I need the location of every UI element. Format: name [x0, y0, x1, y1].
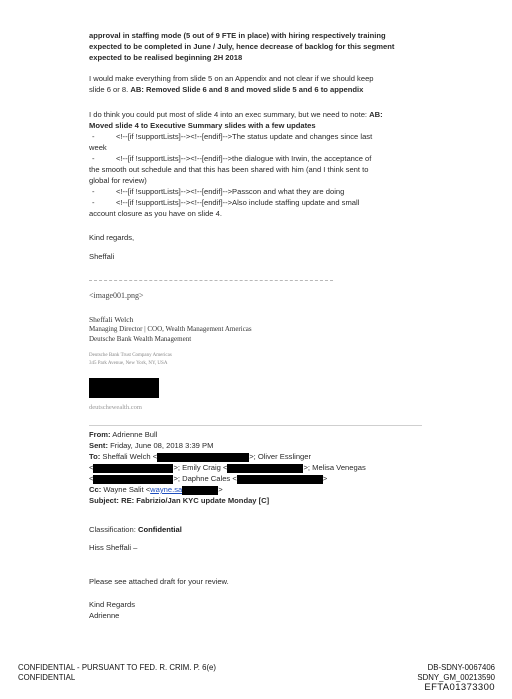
footer-bates-2: SDNY_GM_00213590 [417, 673, 495, 682]
bullet-continuation: account closure as you have on slide 4. [89, 209, 222, 218]
text-line [89, 84, 424, 95]
text-line: I would make everything from slide 5 on an Appendix and not clear if we should keep [89, 74, 374, 83]
to-text: < [89, 474, 94, 483]
signature-divider [89, 280, 333, 281]
classification-line [89, 525, 182, 534]
ab-comment: AB: Removed Slide 6 and 8 and moved slide 5 and 6 to appendix [130, 85, 364, 94]
to-text: Sheffali Welch < [102, 452, 158, 461]
bullet-text: <!--[if !supportLists]--><!--[endif]-->The status update and changes since last [116, 132, 373, 141]
bullet-item [89, 186, 434, 197]
subject-value: RE: Fabrizio/Jan KYC update Monday [C] [121, 496, 270, 505]
redacted-email [182, 486, 218, 495]
closing-regards-2: Kind Regards [89, 600, 136, 609]
redacted-email [227, 464, 303, 473]
text-span: slide 6 or 8. [89, 85, 129, 94]
footer-left-line1: CONFIDENTIAL - PURSUANT TO FED. R. CRIM. P. 6(e) [18, 663, 216, 672]
subject-row [89, 495, 429, 506]
cc-label: Cc: [89, 485, 102, 494]
cc-text: > [218, 485, 223, 494]
greeting: Hiss Sheffali – [89, 543, 138, 552]
to-text: > [322, 474, 328, 483]
bullet-dash: - [92, 198, 95, 207]
to-row-2 [89, 462, 429, 473]
bullet-dash: - [92, 132, 95, 141]
to-text: >; Daphne Cales < [173, 474, 237, 483]
text-line: expected to be completed in June / July, hence decrease of backlog for this segment [89, 42, 395, 51]
email-header [89, 429, 429, 506]
from-label: From: [89, 430, 111, 439]
bullet-continuation: the smooth out schedule and that this has been shared with him (and I think sent to [89, 165, 369, 174]
cc-row [89, 484, 429, 495]
signature-name: Sheffali Welch [89, 315, 134, 324]
closing-name-2: Adrienne [89, 611, 120, 620]
to-text: >; Oliver Esslinger [249, 452, 312, 461]
to-text: < [89, 463, 94, 472]
redacted-email [237, 475, 323, 484]
sent-label: Sent: [89, 441, 108, 450]
from-value: Adrienne Bull [112, 430, 158, 439]
bullet-text: <!--[if !supportLists]--><!--[endif]-->Also include staffing update and small [116, 198, 360, 207]
text-line: expected to be realised beginning 2H 2018 [89, 53, 243, 62]
bullet-dash: - [92, 187, 95, 196]
text-line: approval in staffing mode (5 out of 9 FTE in place) with hiring respectively training [89, 31, 386, 40]
closing-regards: Kind regards, [89, 233, 135, 242]
to-row-3 [89, 473, 429, 484]
signature-image-placeholder: <image001.png> [89, 291, 144, 300]
bullet-text: <!--[if !supportLists]--><!--[endif]-->Passcon and what they are doing [116, 187, 345, 196]
footer-efta: EFTA01373300 [424, 682, 495, 693]
signature-entity: Deutsche Bank Trust Company Americas [89, 353, 172, 358]
signature-company: Deutsche Bank Wealth Management [89, 335, 192, 343]
cc-email-link[interactable]: wayne.sa [150, 485, 183, 494]
text-span: I do think you could put most of slide 4 into an exec summary, but we need to note: [89, 110, 368, 119]
classification-label: Classification: [89, 525, 136, 534]
closing-name: Sheffali [89, 252, 115, 261]
text-line [89, 109, 434, 120]
bullet-continuation: global for review) [89, 176, 147, 185]
cc-value: Wayne Salit < [103, 485, 151, 494]
subject-label: Subject: [89, 496, 119, 505]
redacted-email [93, 464, 173, 473]
classification-value: Confidential [137, 525, 182, 534]
from-row [89, 429, 429, 440]
bullet-item [89, 153, 434, 164]
footer-bates-1: DB-SDNY-0067406 [427, 663, 495, 672]
signature-website: deutschewealth.com [89, 404, 142, 411]
footer-left-line2: CONFIDENTIAL [18, 673, 76, 682]
paragraph-appendix [89, 73, 424, 95]
to-text: >; Emily Craig < [173, 463, 228, 472]
sent-value: Friday, June 08, 2018 3:39 PM [110, 441, 214, 450]
redacted-email [157, 453, 249, 462]
email-header-divider [89, 425, 422, 426]
signature-address: 345 Park Avenue, New York, NY, USA [89, 361, 168, 366]
to-text: >; Melisa Venegas [303, 463, 366, 472]
to-label: To: [89, 452, 101, 461]
redacted-email [93, 475, 173, 484]
body-line: Please see attached draft for your review. [89, 577, 229, 586]
redacted-phone [89, 378, 159, 398]
bullet-continuation: week [89, 143, 107, 152]
ab-comment: Moved slide 4 to Executive Summary slides with a few updates [89, 121, 316, 130]
paragraph-staffing [89, 30, 424, 63]
signature-title: Managing Director | COO, Wealth Management Americas [89, 325, 252, 333]
to-row [89, 451, 429, 462]
bullet-item [89, 131, 434, 142]
bullet-item [89, 197, 434, 208]
paragraph-exec-summary [89, 109, 434, 219]
sent-row [89, 440, 429, 451]
ab-label: AB: [369, 110, 383, 119]
bullet-text: <!--[if !supportLists]--><!--[endif]-->the dialogue with Irwin, the acceptance of [116, 154, 372, 163]
bullet-dash: - [92, 154, 95, 163]
